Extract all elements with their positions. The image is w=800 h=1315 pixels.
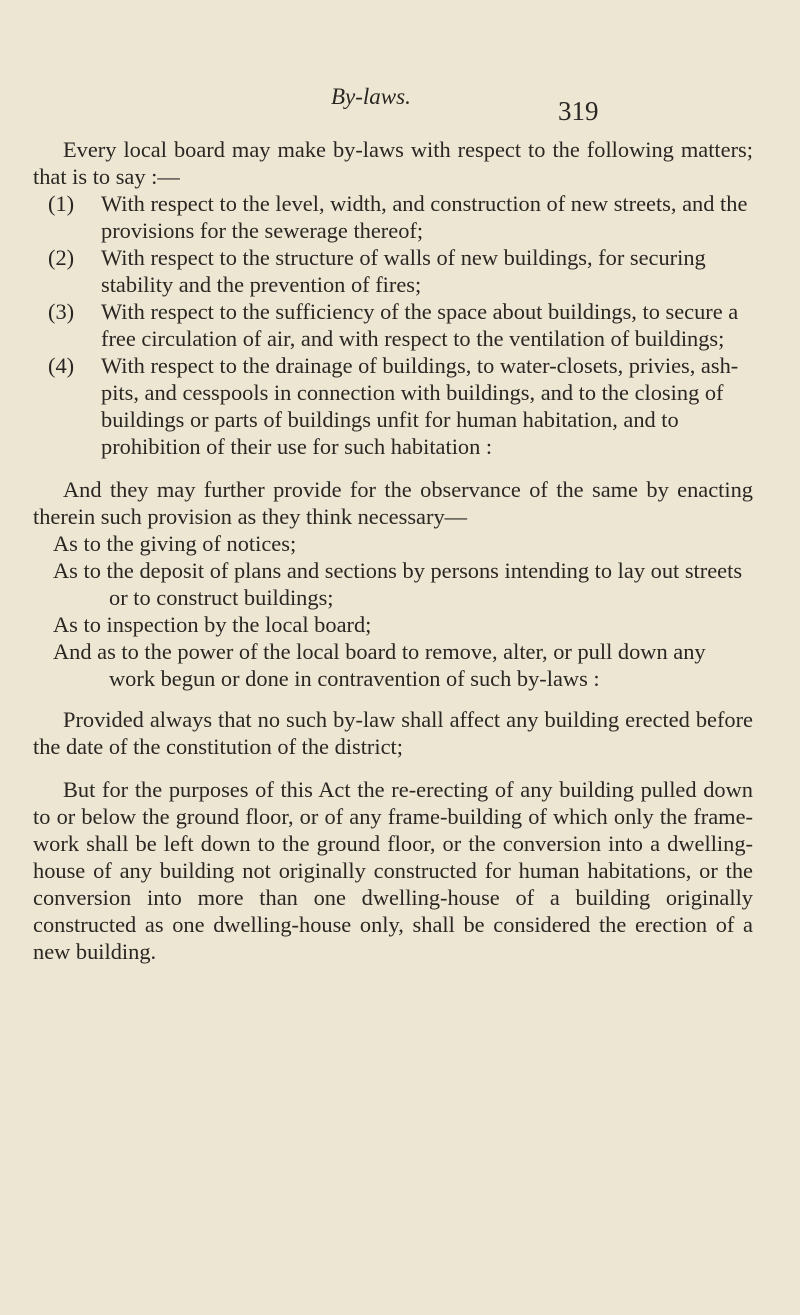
- page-number: 319: [558, 96, 599, 126]
- matter-item: [33, 244, 753, 298]
- matter-text: With respect to the drainage of buildings, to water-closets, privies, ash-pits, and cesspools in connection with buildings, and to the closing of buildings or parts of buildings unfit for human habitation, and to prohibition of their use for such habitation :: [101, 353, 739, 459]
- proviso-paragraph: Provided always that no such by-law shall affect any building erected before the date of the constitution of the district;: [33, 707, 753, 759]
- matter-item: [33, 352, 753, 460]
- provision-item: And as to the power of the local board to remove, alter, or pull down any work begun or done in contravention of such by-laws :: [53, 639, 706, 691]
- intro-paragraph: Every local board may make by-laws with respect to the following matters; that is to say :—: [33, 137, 753, 189]
- matter-number: (3): [48, 299, 75, 324]
- provision-item: As to the deposit of plans and sections by persons intending to lay out streets or to construct buildings;: [53, 558, 743, 610]
- matter-text: With respect to the level, width, and construction of new streets, and the provisions for the sewerage thereof;: [101, 191, 748, 243]
- matter-text: With respect to the structure of walls of new buildings, for securing stability and the prevention of fires;: [101, 245, 706, 297]
- provision-item: As to the giving of notices;: [53, 531, 297, 556]
- matters-list: [33, 190, 753, 460]
- matter-number: (1): [48, 191, 75, 216]
- provision-item: As to inspection by the local board;: [53, 612, 372, 637]
- matter-number: (4): [48, 353, 75, 378]
- matter-text: With respect to the sufficiency of the space about buildings, to secure a free circulation of air, and with respect to the ventilation of buildings;: [101, 299, 739, 351]
- further-paragraph: And they may further provide for the observance of the same by enacting therein such provision as they think necessary—: [33, 477, 753, 529]
- body-text: [33, 136, 753, 965]
- page-header: [0, 84, 800, 124]
- running-title: By-laws.: [331, 84, 411, 109]
- provisions-list: [33, 530, 753, 692]
- matter-item: [33, 190, 753, 244]
- matter-number: (2): [48, 245, 75, 270]
- final-paragraph: But for the purposes of this Act the re-erecting of any building pulled down to or below the ground floor, or of any frame-building of which only the frame-work shall be left down to the ground floor, or the conversion into a dwelling-house of any building not originally constructed for human habitations, or the conversion into more than one dwelling-house of a building originally constructed as one dwelling-house only, shall be considered the erection of a new building.: [33, 777, 753, 964]
- matter-item: [33, 298, 753, 352]
